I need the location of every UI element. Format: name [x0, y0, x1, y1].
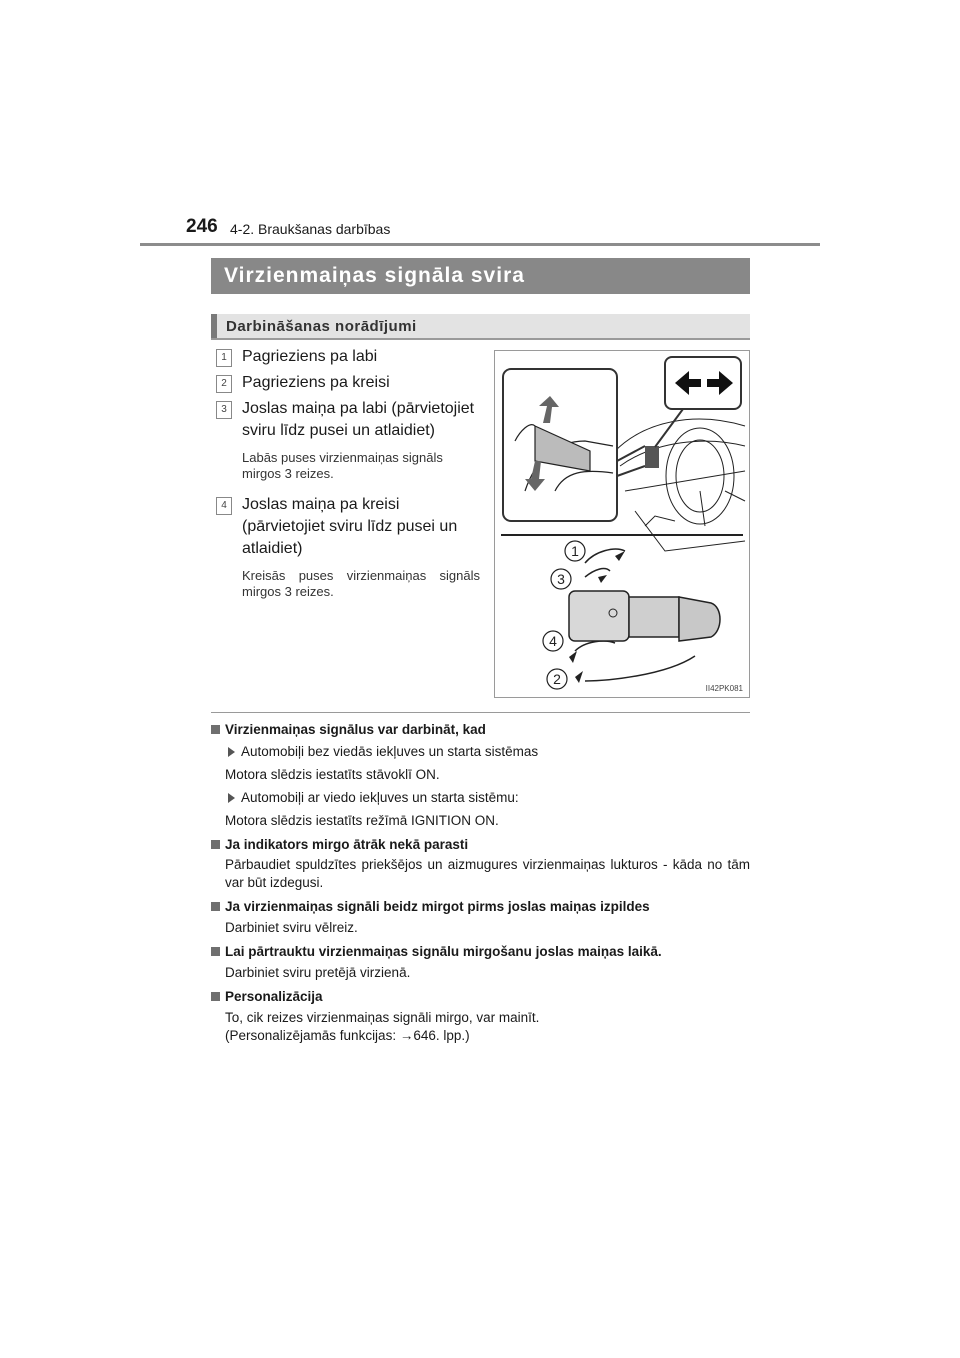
note-heading: Ja indikators mirgo ātrāk nekā parasti: [211, 836, 750, 854]
note-heading: Lai pārtrauktu virzienmaiņas signālu mirgošanu joslas maiņas laikā.: [211, 943, 750, 961]
note-case-label: Automobiļi ar viedo iekļuves un starta sistēmu:: [211, 789, 750, 807]
steps-list: [212, 346, 480, 600]
callout-2: 2: [553, 671, 561, 687]
square-bullet-icon: [211, 725, 220, 734]
subsection-title: Darbināšanas norādījumi: [226, 318, 417, 335]
subsection-bar: [211, 314, 750, 340]
step-number: 2: [216, 375, 232, 393]
square-bullet-icon: [211, 992, 220, 1001]
step-note: Labās puses virzienmaiņas signāls mirgos 3 reizes.: [242, 450, 443, 481]
triangle-bullet-icon: [228, 747, 235, 757]
lever-illustration: [495, 351, 749, 697]
note-heading: Virzienmaiņas signālus var darbināt, kad: [211, 721, 750, 739]
subsection-marker: [211, 314, 217, 338]
step-item: [212, 494, 480, 560]
step-text: Joslas maiņa pa labi (pārvietojiet sviru līdz pusei un atlaidiet): [242, 400, 475, 439]
notes-section: [211, 721, 750, 1045]
note-heading: Personalizācija: [211, 988, 750, 1006]
note-text: To, cik reizes virzienmaiņas signāli mirgo, var mainīt.: [225, 1010, 540, 1025]
callout-1: 1: [571, 543, 579, 559]
note-case-text: Motora slēdzis iestatīts stāvoklī ON.: [225, 767, 440, 782]
step-text: Joslas maiņa pa kreisi (pārvietojiet sviru līdz pusei un atlaidiet): [242, 496, 458, 557]
note-text: Pārbaudiet spuldzītes priekšējos un aizmugures virzienmaiņas lukturos - kāda no tām var būt izdegusi.: [225, 857, 750, 890]
note-cross-reference: (Personalizējamās funkcijas: →646. lpp.): [225, 1028, 470, 1043]
note-case-text: Motora slēdzis iestatīts režīmā IGNITION ON.: [225, 813, 499, 828]
step-note: Kreisās puses virzienmaiņas signāls mirgos 3 reizes.: [242, 568, 480, 599]
page-number: 246: [186, 216, 218, 237]
triangle-bullet-icon: [228, 793, 235, 803]
chapter-title: 4-2. Braukšanas darbības: [230, 221, 391, 237]
note-text: Darbiniet sviru pretējā virzienā.: [225, 965, 411, 980]
step-text: Pagrieziens pa kreisi: [242, 374, 390, 391]
notes-rule: [211, 712, 750, 713]
header-rule: [140, 243, 820, 246]
step-text: Pagrieziens pa labi: [242, 348, 378, 365]
turn-signal-lever-figure: [494, 350, 750, 698]
step-number: 4: [216, 497, 232, 515]
section-title: Virzienmaiņas signāla svira: [211, 258, 750, 294]
step-item: [212, 372, 480, 394]
step-item: [212, 346, 480, 368]
step-item: [212, 398, 480, 442]
step-number: 3: [216, 401, 232, 419]
callout-4: 4: [549, 633, 557, 649]
note-text: Darbiniet sviru vēlreiz.: [225, 920, 358, 935]
square-bullet-icon: [211, 947, 220, 956]
note-heading: Ja virzienmaiņas signāli beidz mirgot pirms joslas maiņas izpildes: [211, 898, 750, 916]
square-bullet-icon: [211, 902, 220, 911]
figure-code: II42PK081: [705, 684, 743, 693]
square-bullet-icon: [211, 840, 220, 849]
callout-3: 3: [557, 571, 565, 587]
step-number: 1: [216, 349, 232, 367]
note-case-label: Automobiļi bez viedās iekļuves un starta sistēmas: [211, 743, 750, 761]
